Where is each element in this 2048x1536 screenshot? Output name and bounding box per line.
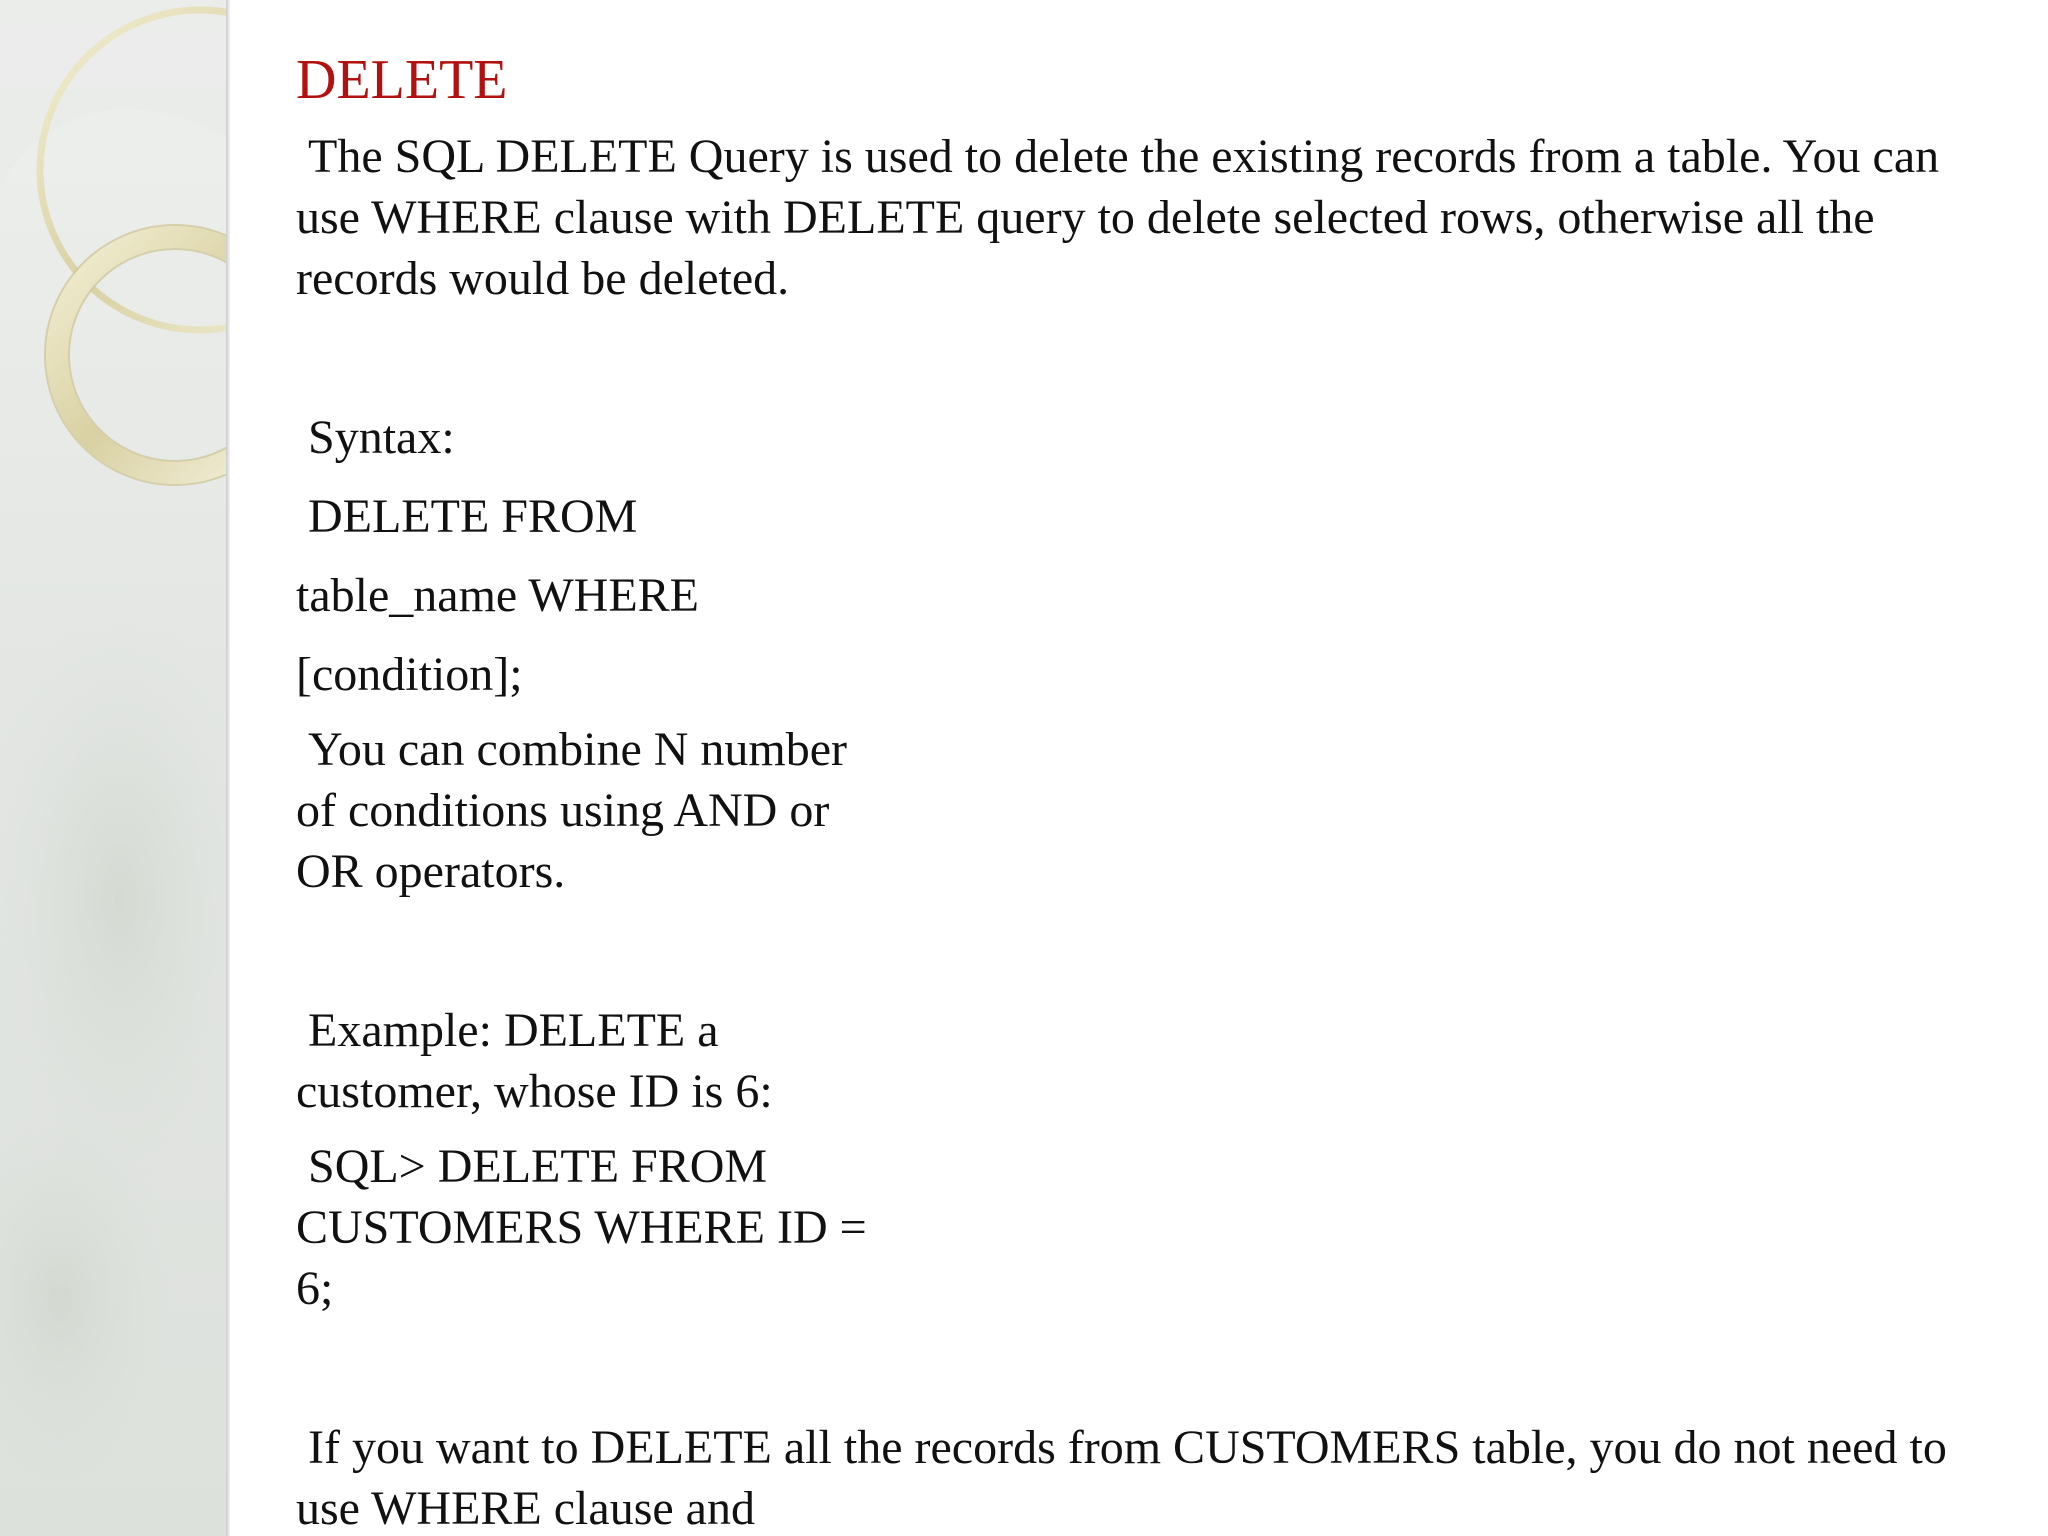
intro-paragraph: The SQL DELETE Query is used to delete the existing records from a table. You can use WHERE clause with DELETE query to delete selected rows, otherwise all the records would be deleted.: [296, 130, 1952, 305]
closing-paragraph: If you want to DELETE all the records from CUSTOMERS table, you do not need to use WHERE clause and: [296, 1421, 1959, 1535]
syntax-line-1: DELETE FROM: [296, 490, 638, 543]
decorative-side-band: [0, 0, 230, 1536]
decorative-rings-icon: [0, 0, 230, 1536]
slide-content: [296, 48, 1976, 1536]
slide-title: DELETE: [296, 49, 508, 111]
syntax-label: Syntax:: [296, 411, 455, 464]
combine-note: You can combine N number of conditions using AND or OR operators.: [296, 723, 860, 898]
syntax-line-2: table_name WHERE: [296, 569, 699, 622]
syntax-line-3: [condition];: [296, 648, 523, 701]
example-sql: SQL> DELETE FROM CUSTOMERS WHERE ID = 6;: [296, 1140, 879, 1315]
side-band-edge: [226, 0, 230, 1536]
example-label: Example: DELETE a customer, whose ID is 6:: [296, 1004, 773, 1118]
